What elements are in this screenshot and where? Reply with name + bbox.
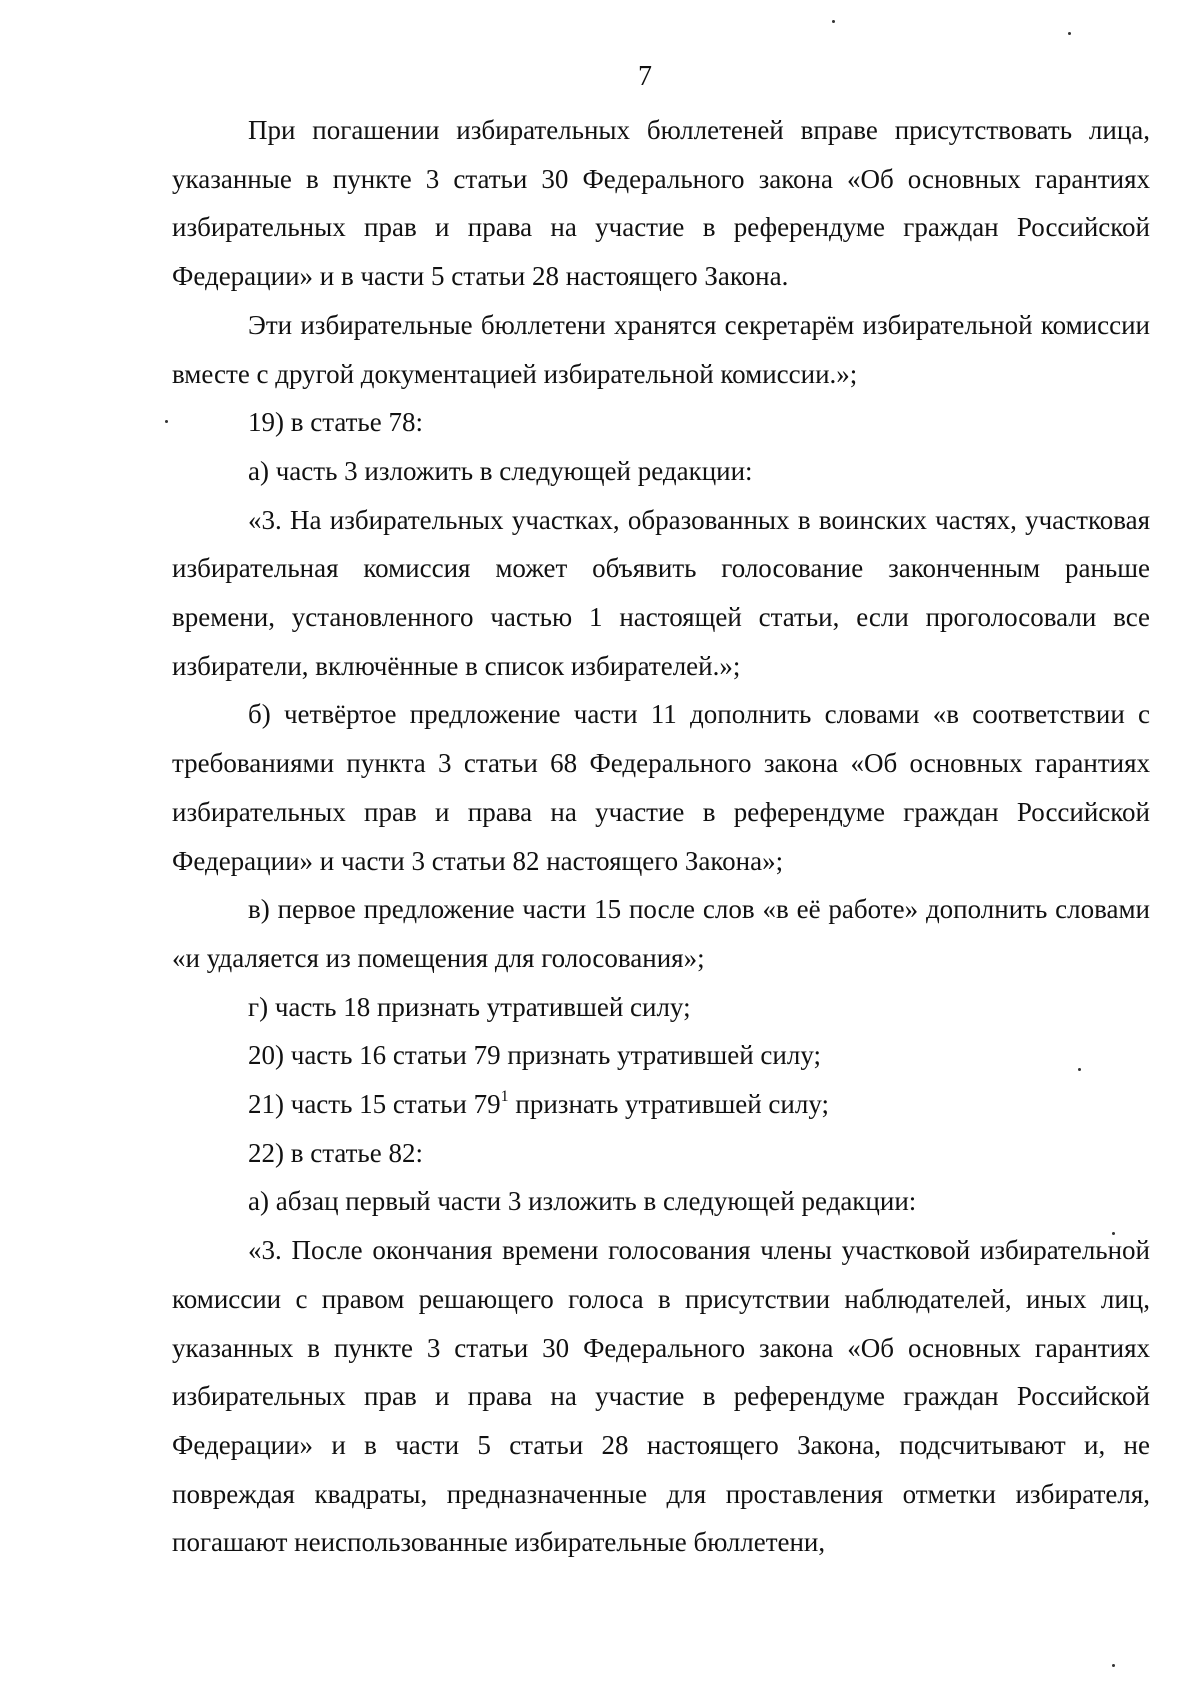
paragraph-destruction-presence: При погашении избирательных бюллетеней вправе присутствовать лица, указанные в пункте 3 статьи 30 Федерального закона «Об основных гарантиях избирательных прав и права на участие в референдуме граждан Российской Федерации» и в части 5 статьи 28 настоящего Закона. [172, 115, 1150, 292]
scan-speck [1112, 1664, 1115, 1667]
item-20: 20) часть 16 статьи 79 признать утратившей силу; [248, 1040, 821, 1071]
scan-speck [1112, 1232, 1115, 1235]
page-number: 7 [638, 61, 652, 92]
item-19-a: а) часть 3 изложить в следующей редакции: [248, 455, 753, 486]
item-21-superscript: 1 [500, 1088, 509, 1106]
item-22-a: а) абзац первый части 3 изложить в следующей редакции: [248, 1186, 917, 1217]
paragraph-ballot-storage: Эти избирательные бюллетени хранятся секретарём избирательной комиссии вместе с другой документацией избирательной комиссии.»; [172, 309, 1150, 389]
article-82-part-3-text: «3. После окончания времени голосования члены участковой избирательной комиссии с правом решающего голоса в присутствии наблюдателей, иных лиц, указанных в пункте 3 статьи 30 Федерального закона «Об основных гарантиях избирательных прав и права на участие в референдуме граждан Российской Федерации» и в части 5 статьи 28 настоящего Закона, подсчитывают и, не повреждая квадраты, предназначенные для проставления отметки избирателя, погашают неиспользованные избирательные бюллетени, [172, 1235, 1150, 1558]
scan-speck [832, 20, 835, 23]
scan-speck [1068, 32, 1071, 35]
item-22-heading: 22) в статье 82: [248, 1137, 423, 1168]
item-19-g: г) часть 18 признать утратившей силу; [248, 991, 691, 1022]
document-body [172, 106, 1150, 1567]
item-21-before-text: 21) часть 15 статьи 79 [248, 1089, 501, 1120]
item-21 [172, 1080, 1150, 1129]
article-78-part-3-text: «3. На избирательных участках, образованных в воинских частях, участковая избирательная комиссия может объявить голосование законченным раньше времени, установленного частью 1 настоящей статьи, если проголосовали все избиратели, включённые в список избирателей.»; [172, 504, 1150, 681]
scan-speck [1078, 1068, 1081, 1071]
item-21-after-text: признать утратившей силу; [508, 1089, 829, 1120]
item-19-heading: 19) в статье 78: [248, 407, 423, 438]
item-19-v: в) первое предложение части 15 после слов «в её работе» дополнить словами «и удаляется из помещения для голосования»; [172, 894, 1150, 973]
scan-speck [165, 420, 168, 423]
item-19-b: б) четвёртое предложение части 11 дополнить словами «в соответствии с требованиями пункта 3 статьи 68 Федерального закона «Об основных гарантиях избирательных прав и права на участие в референдуме граждан Российской Федерации» и части 3 статьи 82 настоящего Закона»; [172, 699, 1150, 876]
